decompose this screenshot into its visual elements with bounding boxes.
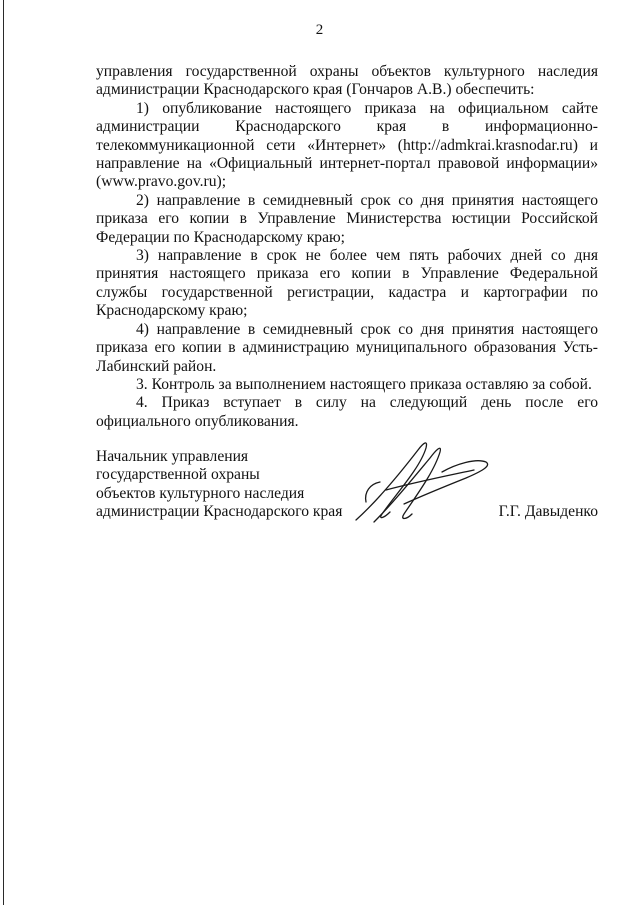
- handwritten-signature: [346, 432, 496, 527]
- signatory-title-line: Начальник управления: [96, 448, 249, 465]
- paragraph-effective: 4. Приказ вступает в силу на следующий день после его официального опубликования.: [96, 394, 598, 430]
- document-body: [96, 63, 598, 431]
- paragraph-item-3: 3) направление в срок не более чем пять рабочих дней со дня принятия настоящего приказа его копии в Управление Федеральной службы государственной регистрации, кадастра и картографии по Краснодарскому краю;: [96, 247, 598, 320]
- paragraph-control: 3. Контроль за выполнением настоящего приказа оставляю за собой.: [136, 375, 592, 393]
- paragraph-item-4: 4) направление в семидневный срок со дня принятия настоящего приказа его копии в администрацию муниципального образования Усть-Лабинский район.: [96, 320, 598, 375]
- paragraph-intro: управления государственной охраны объектов культурного наследия администрации Краснодарского края (Гончаров А.В.) обеспечить:: [96, 63, 598, 99]
- signatory-name: Г.Г. Давыденко: [498, 503, 598, 520]
- paragraph-item-2: 2) направление в семидневный срок со дня принятия настоящего приказа его копии в Управление Министерства юстиции Российской Федерации по Краснодарскому краю;: [96, 191, 598, 246]
- page-number: 2: [315, 22, 324, 38]
- signatory-title-line: администрации Краснодарского края: [96, 503, 343, 521]
- signatory-title-line: объектов культурного наследия: [96, 484, 305, 502]
- signatory-title-line: государственной охраны: [96, 466, 260, 484]
- paragraph-item-1: 1) опубликование настоящего приказа на официальном сайте администрации Краснодарского края в информационно-телекоммуникационной сети «Интернет» (http://admkrai.krasnodar.ru) и направление на «Официальный интернет-портал правовой информации» (www.pravo.gov.ru);: [96, 99, 598, 191]
- page-left-edge: [3, 0, 4, 905]
- signatory-title: [96, 448, 342, 522]
- signature-block: [96, 448, 598, 528]
